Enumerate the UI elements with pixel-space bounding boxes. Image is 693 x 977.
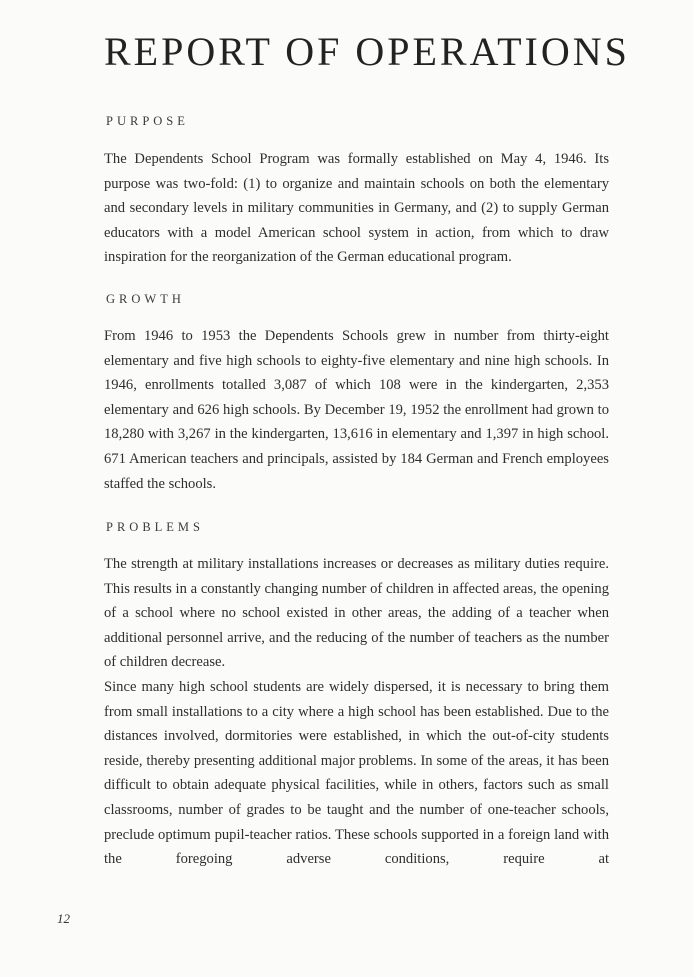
problems-paragraph-2: Since many high school students are widely dispersed, it is necessary to bring them from small installations to a city where a high school has been established. Due to the distances involved, dormitories were established, in which the out-of-city students reside, thereby presenting additional major problems. In some of the areas, it has been difficult to obtain adequate physical facilities, while in others, factors such as small classrooms, number of grades to be taught and the number of one-teacher schools, preclude optimum pupil-teacher ratios. These schools supported in a foreign land with the foregoing adverse conditions, require at <box>104 679 609 868</box>
page-title: REPORT OF OPERATIONS <box>104 29 630 74</box>
section-heading-growth: GROWTH <box>106 292 185 306</box>
problems-paragraph-1: The strength at military installations increases or decreases as military duties require. This results in a constantly changing number of children in affected areas, the opening of a school where no school existed in other areas, the adding of a teacher when additional personnel arrive, and the reducing of the number of teachers as the number of children decrease. <box>104 556 609 671</box>
growth-paragraph: From 1946 to 1953 the Dependents Schools grew in number from thirty-eight elementary and five high schools to eighty-five elementary and nine high schools. In 1946, enrollments totalled 3,087 of which 108 were in the kindergarten, 2,353 elementary and 626 high schools. By December 19, 1952 the enrollment had grown to 18,280 with 3,267 in the kindergarten, 13,616 in elementary and 1,397 in high school. 671 American teachers and principals, assisted by 184 German and French employees staffed the schools. <box>104 328 609 492</box>
section-heading-problems: PROBLEMS <box>106 520 204 534</box>
section-heading-purpose: PURPOSE <box>106 114 189 128</box>
purpose-paragraph: The Dependents School Program was formally established on May 4, 1946. Its purpose was two-fold: (1) to organize and maintain schools on both the elementary and secondary levels in military communities in Germany, and (2) to supply German educators with a model American school system in action, from which to draw inspiration for the reorganization of the German educational program. <box>104 151 609 266</box>
page-number: 12 <box>57 911 70 926</box>
